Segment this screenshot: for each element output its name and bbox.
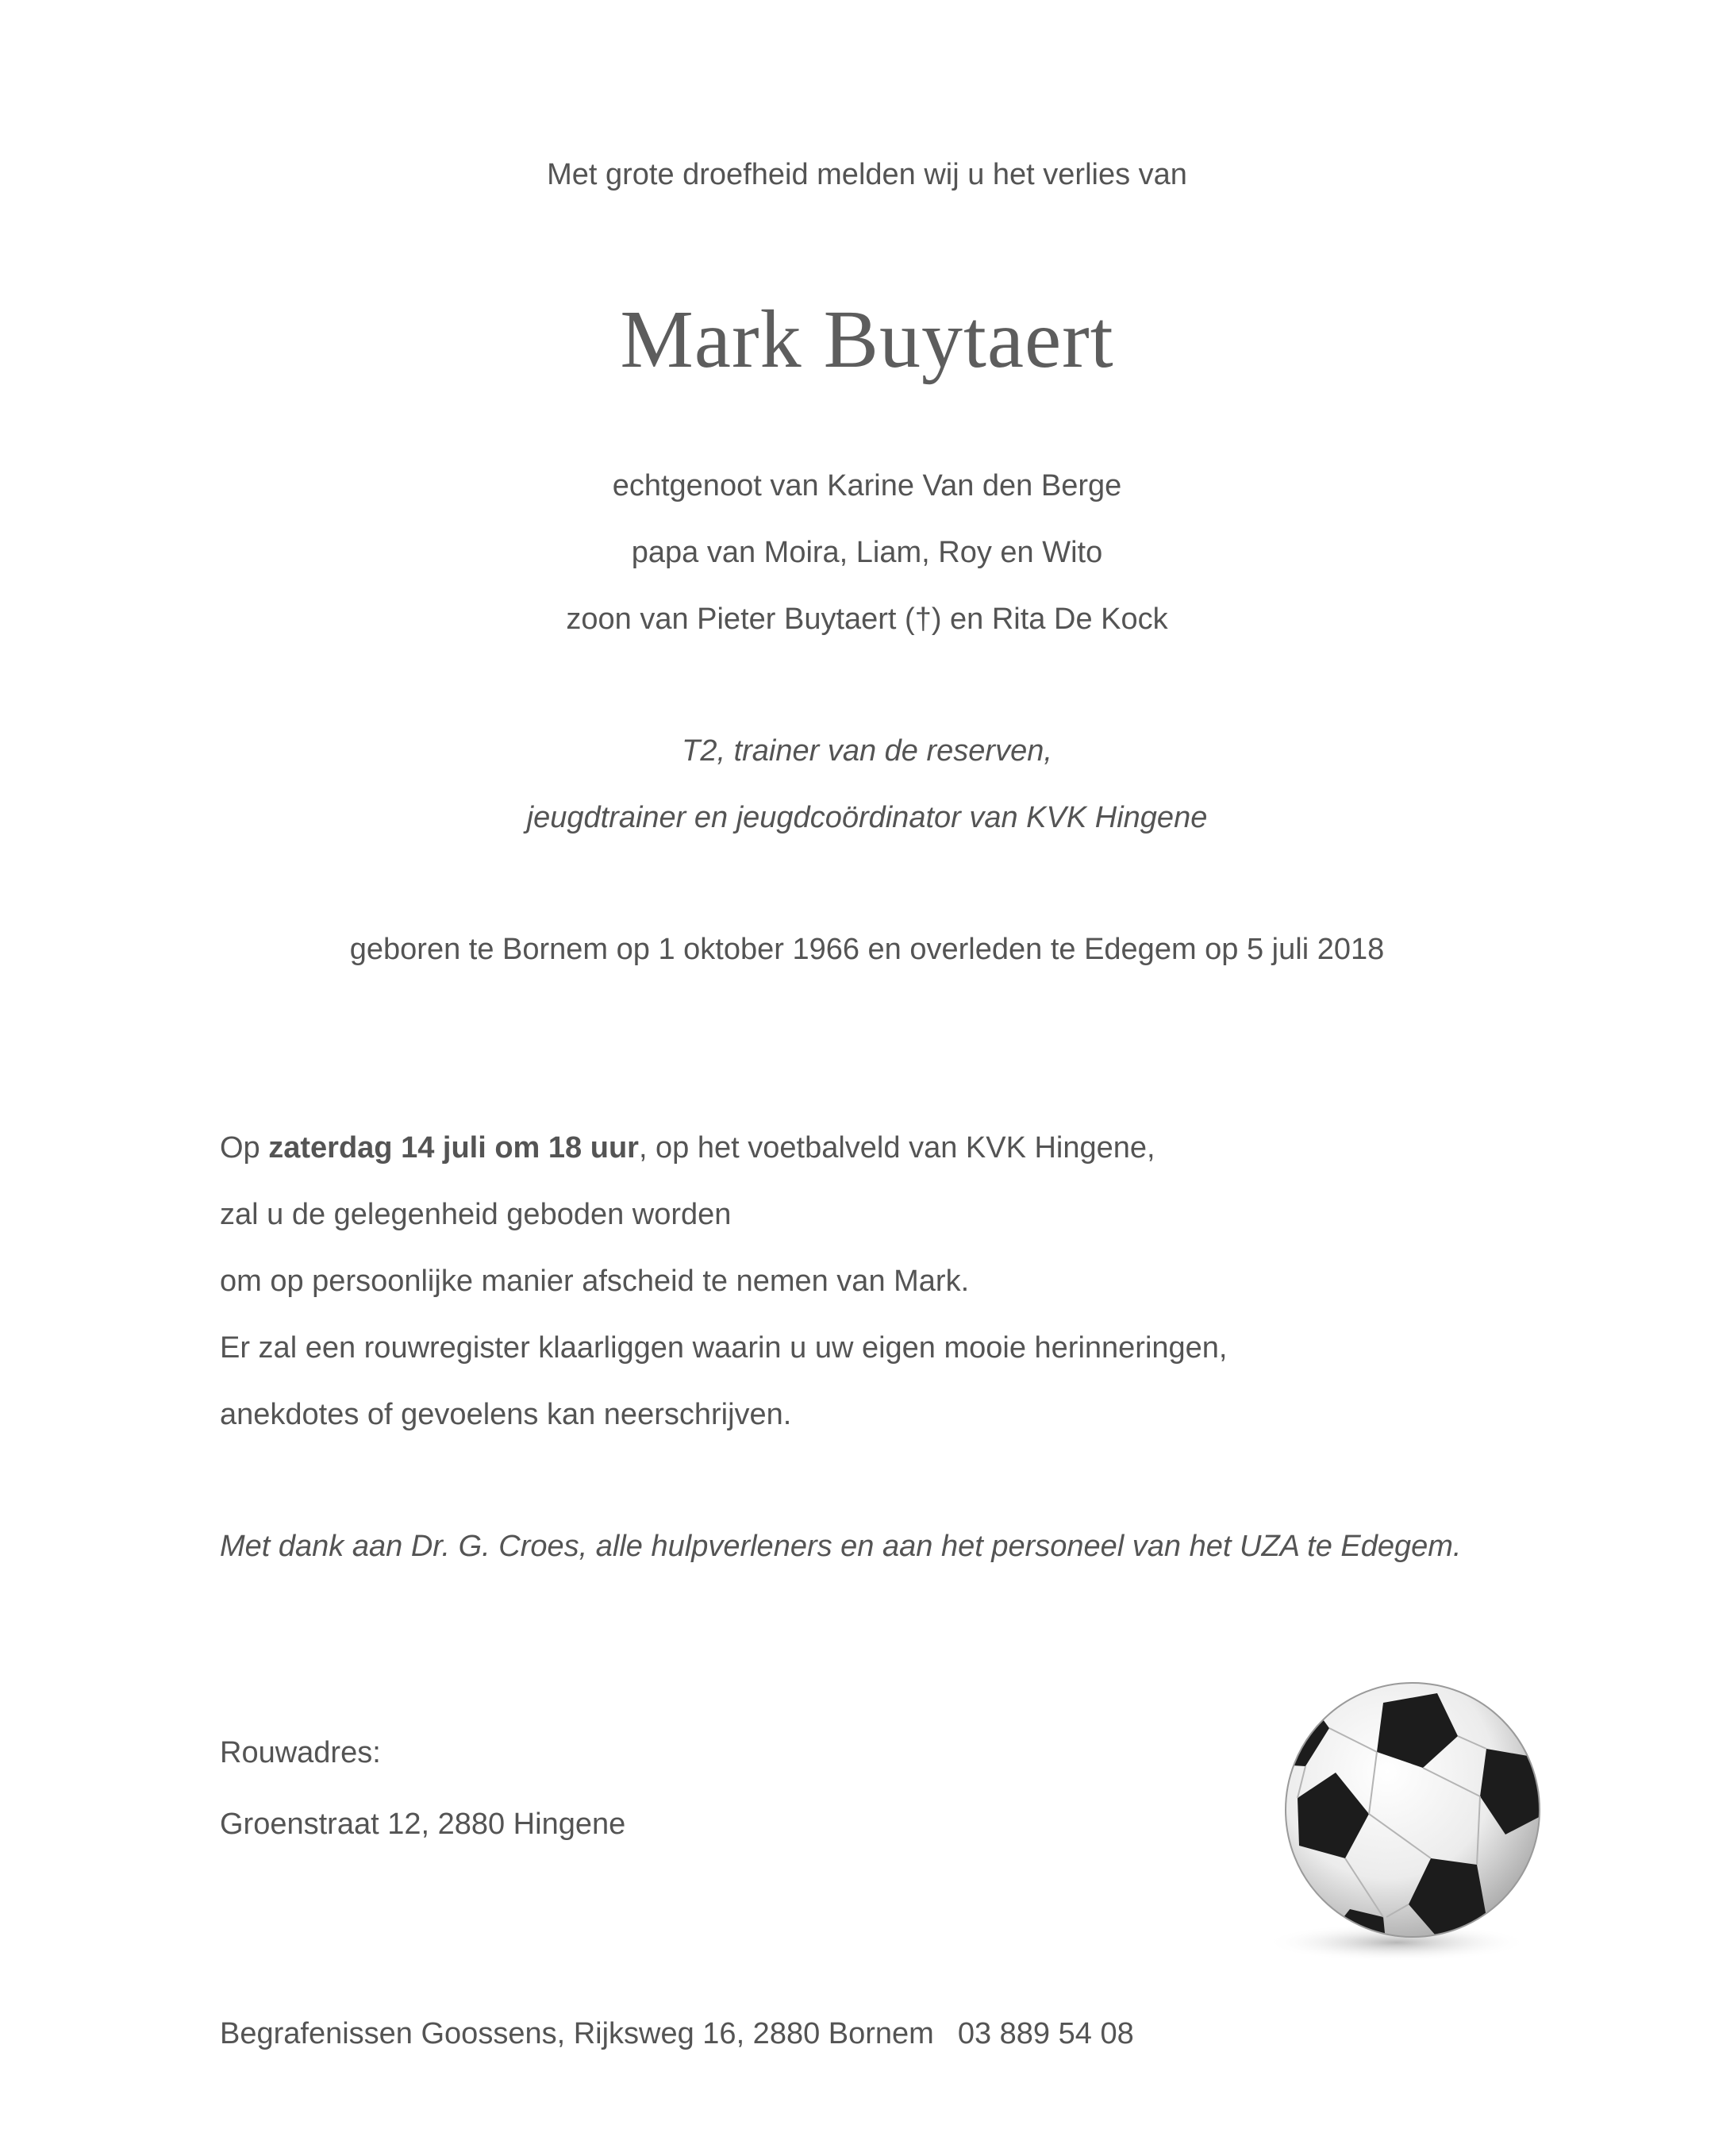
soccer-ball-icon [1250,1679,1551,1981]
role-line-1: T2, trainer van de reserven, [682,734,1052,768]
thanks-text: Met dank aan Dr. G. Croes, alle hulpverleners en aan het personeel van het UZA te Edegem. [220,1530,1462,1563]
ceremony-datetime: zaterdag 14 juli om 18 uur [268,1131,639,1165]
undertaker-phone: 03 889 54 08 [957,2017,1134,2050]
ceremony-line-1 [220,1129,1155,1167]
life-dates: geboren te Bornem op 1 oktober 1966 en overleden te Edegem op 5 juli 2018 [349,933,1385,966]
relation-children: papa van Moira, Liam, Roy en Wito [631,536,1103,569]
undertaker-info: Begrafenissen Goossens, Rijksweg 16, 2880 Bornem [220,2017,934,2050]
address-label: Rouwadres: [220,1736,381,1769]
intro-text: Met grote droefheid melden wij u het verlies van [547,158,1187,191]
footer-undertaker [220,2015,1134,2053]
ceremony-line-2: zal u de gelegenheid geboden worden [220,1198,732,1231]
deceased-name: Mark Buytaert [620,294,1114,385]
role-line-2: jeugdtrainer en jeugdcoördinator van KVK Hingene [526,801,1208,834]
address-value: Groenstraat 12, 2880 Hingene [220,1808,626,1841]
ceremony-line-3: om op persoonlijke manier afscheid te nemen van Mark. [220,1265,970,1298]
relation-parents: zoon van Pieter Buytaert (†) en Rita De Kock [566,603,1168,636]
ceremony-line-4: Er zal een rouwregister klaarliggen waarin u uw eigen mooie herinneringen, [220,1331,1228,1365]
ceremony-location: , op het voetbalveld van KVK Hingene, [638,1131,1155,1165]
ceremony-prefix: Op [220,1131,269,1165]
ceremony-line-5: anekdotes of gevoelens kan neerschrijven. [220,1398,792,1431]
relation-spouse: echtgenoot van Karine Van den Berge [612,469,1122,502]
